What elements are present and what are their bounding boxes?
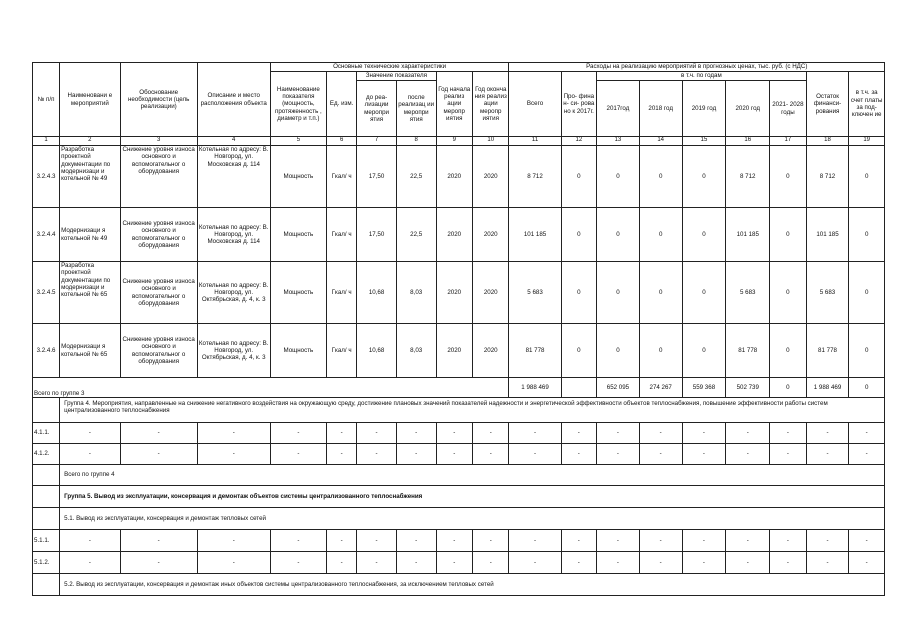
table-row [33,208,885,262]
dash-cell: - [270,423,326,444]
header-2018: 2018 год [639,81,682,137]
row-id: 3.2.4.6 [33,324,60,378]
dash-cell: - [396,552,436,574]
dash-cell: - [197,423,270,444]
dash-cell: - [682,552,726,574]
dash-cell: - [597,530,640,552]
col-num: 3 [120,137,197,146]
col-num: 19 [849,137,885,146]
row-before: 17,50 [357,208,397,262]
group4-total-label: Всего по группе 4 [60,465,885,486]
row-2021: 0 [770,208,806,262]
dash-cell: - [849,552,885,574]
header-prefinanced: Про- фина н- си- рова но к 2017г. [561,72,596,137]
dash-cell: - [561,444,596,465]
col-num: 6 [327,137,357,146]
dash-cell: - [270,530,326,552]
row-unit: Гкал/ ч [327,146,357,208]
col-num: 15 [682,137,726,146]
row-end: 2020 [472,324,509,378]
row-location: Котельная по адресу: В. Новгород, ул. Октябрьская, д. 4, к. 3 [197,324,270,378]
row-2017: 0 [597,324,640,378]
row-2017: 0 [597,262,640,324]
row-id: 4.1.1. [33,423,60,444]
dash-cell: - [597,423,640,444]
table-row [33,146,885,208]
col-num: 12 [561,137,596,146]
dash-cell: - [396,444,436,465]
row-2020: 5 683 [726,262,770,324]
table-row [33,423,885,444]
row-prefin: 0 [561,324,596,378]
group3-total-2020: 502 739 [726,378,770,398]
header-years-group: в т.ч. по годам [597,72,807,81]
dash-cell: - [561,423,596,444]
group3-total-2021: 0 [770,378,806,398]
dash-cell: - [436,530,472,552]
dash-cell: - [197,444,270,465]
dash-cell: - [639,444,682,465]
group5-title-row [33,486,885,508]
col-num: 5 [270,137,326,146]
dash-cell: - [849,444,885,465]
group3-total-2018: 274 267 [639,378,682,398]
row-after: 22,5 [396,208,436,262]
subgroup52-title: 5.2. Вывод из эксплуатации, консервация и демонтаж иных объектов системы централизованного теплоснабжения, за исключением тепловых сетей [60,574,885,596]
group5-title: Группа 5. Вывод из эксплуатации, консервация и демонтаж объектов системы централизованного теплоснабжения [60,486,885,508]
row-2017: 0 [597,208,640,262]
dash-cell: - [60,423,120,444]
subgroup51-title: 5.1. Вывод из эксплуатации, консервация и демонтаж тепловых сетей [60,508,885,530]
dash-cell: - [726,552,770,574]
investment-measures-table [32,62,885,596]
dash-cell: - [120,423,197,444]
row-name: Модернизаци я котельной № 49 [60,208,120,262]
header-tech-group: Основные технические характеристики [270,63,509,72]
col-num: 17 [770,137,806,146]
dash-cell: - [436,552,472,574]
dash-cell: - [472,423,509,444]
column-number-row [33,137,885,146]
table-row [33,262,885,324]
dash-cell: - [806,552,849,574]
dash-cell: - [436,444,472,465]
row-start: 2020 [436,146,472,208]
row-prefin: 0 [561,146,596,208]
row-2019: 0 [682,262,726,324]
dash-cell: - [472,530,509,552]
group4-title-row [33,398,885,423]
row-2018: 0 [639,262,682,324]
dash-cell: - [639,530,682,552]
row-location: Котельная по адресу: В. Новгород, ул. Октябрьская, д. 4, к. 3 [197,262,270,324]
row-rest: 5 683 [806,262,849,324]
row-unit: Гкал/ ч [327,262,357,324]
dash-cell: - [509,530,561,552]
header-total: Всего [509,72,561,137]
row-total: 81 778 [509,324,561,378]
dash-cell: - [682,530,726,552]
group4-total-row [33,465,885,486]
row-id: 5.1.1. [33,530,60,552]
dash-cell: - [726,423,770,444]
dash-cell: - [597,552,640,574]
investment-program-table-page [32,62,885,596]
row-2019: 0 [682,146,726,208]
row-reason: Снижение уровня износа основного и вспомогательног о оборудования [120,262,197,324]
row-2018: 0 [639,208,682,262]
dash-cell: - [270,444,326,465]
row-reason: Снижение уровня износа основного и вспомогательног о оборудования [120,208,197,262]
subgroup52-row [33,574,885,596]
header-value-group: Значение показателя [357,72,436,81]
header-description: Описание и место расположения объекта [197,63,270,137]
row-param: Мощность [270,208,326,262]
row-total: 5 683 [509,262,561,324]
dash-cell: - [436,423,472,444]
row-start: 2020 [436,208,472,262]
dash-cell: - [472,444,509,465]
dash-cell: - [357,552,397,574]
row-rest: 81 778 [806,324,849,378]
row-end: 2020 [472,208,509,262]
row-conn: 0 [849,208,885,262]
group3-total-sum: 1 988 469 [509,378,561,398]
dash-cell: - [357,530,397,552]
row-2021: 0 [770,324,806,378]
dash-cell: - [327,552,357,574]
dash-cell: - [509,552,561,574]
dash-cell: - [472,552,509,574]
dash-cell: - [770,552,806,574]
header-param-name: Наименование показателя (мощность, протяженность , диаметр и т.п.) [270,72,326,137]
row-total: 8 712 [509,146,561,208]
dash-cell: - [561,530,596,552]
row-2018: 0 [639,324,682,378]
dash-cell: - [849,530,885,552]
dash-cell: - [806,444,849,465]
dash-cell: - [597,444,640,465]
dash-cell: - [849,423,885,444]
row-total: 101 185 [509,208,561,262]
col-num: 8 [396,137,436,146]
row-id: 3.2.4.4 [33,208,60,262]
header-measure-name: Наименовани е мероприятий [60,63,120,137]
header-remaining: Остаток финанси- рования [806,72,849,137]
dash-cell: - [357,444,397,465]
dash-cell: - [682,423,726,444]
row-prefin: 0 [561,262,596,324]
row-id: 4.1.2. [33,444,60,465]
dash-cell: - [327,423,357,444]
header-2017: 2017год [597,81,640,137]
group3-total-conn: 0 [849,378,885,398]
dash-cell: - [60,530,120,552]
row-2020: 101 185 [726,208,770,262]
table-row [33,444,885,465]
group3-total-2019: 559 368 [682,378,726,398]
row-end: 2020 [472,146,509,208]
dash-cell: - [396,530,436,552]
dash-cell: - [806,530,849,552]
row-2019: 0 [682,208,726,262]
row-name: Модернизаци я котельной № 65 [60,324,120,378]
dash-cell: - [806,423,849,444]
row-id: 5.1.2. [33,552,60,574]
row-before: 10,68 [357,262,397,324]
row-2017: 0 [597,146,640,208]
row-name: Разработка проектной документации по модернизаци и котельной № 65 [60,262,120,324]
col-num: 18 [806,137,849,146]
row-2019: 0 [682,324,726,378]
row-reason: Снижение уровня износа основного и вспомогательног о оборудования [120,146,197,208]
col-num: 16 [726,137,770,146]
dash-cell: - [60,444,120,465]
row-location: Котельная по адресу: В. Новгород, ул. Московская д. 114 [197,208,270,262]
dash-cell: - [639,552,682,574]
row-reason: Снижение уровня износа основного и вспомогательног о оборудования [120,324,197,378]
header-unit: Ед. изм. [327,72,357,137]
dash-cell: - [270,552,326,574]
header-before: до реа- лизации меропри ятия [357,81,397,137]
dash-cell: - [682,444,726,465]
row-conn: 0 [849,324,885,378]
dash-cell: - [639,423,682,444]
dash-cell: - [120,444,197,465]
row-2018: 0 [639,146,682,208]
group3-total-2017: 652 095 [597,378,640,398]
table-row [33,552,885,574]
col-num: 9 [436,137,472,146]
header-2019: 2019 год [682,81,726,137]
row-start: 2020 [436,262,472,324]
group3-total-rest: 1 988 469 [806,378,849,398]
header-start-year: Год начала реализ ации меропр иятия [436,72,472,137]
col-num: 2 [60,137,120,146]
row-param: Мощность [270,324,326,378]
header-after: после реализац ии меропри ятия [396,81,436,137]
dash-cell: - [726,530,770,552]
row-2021: 0 [770,146,806,208]
header-2020: 2020 год [726,81,770,137]
col-num: 10 [472,137,509,146]
header-cost-group: Расходы на реализацию мероприятий в прогнозных ценах, тыс. руб. (с НДС) [509,63,885,72]
dash-cell: - [770,444,806,465]
header-connection-fee: в т.ч. за счет платы за под- ключен ие [849,72,885,137]
dash-cell: - [770,423,806,444]
group3-total-row [33,378,885,398]
row-rest: 8 712 [806,146,849,208]
dash-cell: - [60,552,120,574]
group4-title: Группа 4. Мероприятия, направленные на снижение негативного воздействия на окружающую среду, достижение плановых значений показателей надежности и энергетической эффективности объектов теплоснабжения, повышение эффективности работы систем централизованного теплоснабжения [60,398,885,423]
col-num: 13 [597,137,640,146]
row-location: Котельная по адресу: В. Новгород, ул. Московская д. 114 [197,146,270,208]
dash-cell: - [509,444,561,465]
subgroup51-row [33,508,885,530]
row-before: 10,68 [357,324,397,378]
dash-cell: - [327,444,357,465]
row-conn: 0 [849,146,885,208]
dash-cell: - [396,423,436,444]
row-prefin: 0 [561,208,596,262]
dash-cell: - [120,530,197,552]
header-2021-2028: 2021- 2028 годы [770,81,806,137]
row-unit: Гкал/ ч [327,208,357,262]
dash-cell: - [770,530,806,552]
row-rest: 101 185 [806,208,849,262]
row-after: 8,03 [396,262,436,324]
row-2021: 0 [770,262,806,324]
header-justification: Обоснование необходимости (цель реализации) [120,63,197,137]
row-id: 3.2.4.5 [33,262,60,324]
dash-cell: - [357,423,397,444]
col-num: 14 [639,137,682,146]
col-num: 7 [357,137,397,146]
row-param: Мощность [270,262,326,324]
row-2020: 8 712 [726,146,770,208]
dash-cell: - [197,530,270,552]
table-row [33,530,885,552]
dash-cell: - [327,530,357,552]
header-number: № п/п [33,63,60,137]
dash-cell: - [509,423,561,444]
row-conn: 0 [849,262,885,324]
col-num: 4 [197,137,270,146]
row-name: Разработка проектной документации по модернизаци и котельной № 49 [60,146,120,208]
group3-total-label: Всего по группе 3 [33,378,509,398]
row-start: 2020 [436,324,472,378]
row-end: 2020 [472,262,509,324]
table-row [33,324,885,378]
dash-cell: - [561,552,596,574]
dash-cell: - [726,444,770,465]
col-num: 1 [33,137,60,146]
col-num: 11 [509,137,561,146]
row-unit: Гкал/ ч [327,324,357,378]
row-param: Мощность [270,146,326,208]
row-before: 17,50 [357,146,397,208]
header-end-year: Год оконча ния реализ ации меропр иятия [472,72,509,137]
row-2020: 81 778 [726,324,770,378]
dash-cell: - [120,552,197,574]
dash-cell: - [197,552,270,574]
row-after: 22,5 [396,146,436,208]
row-after: 8,03 [396,324,436,378]
row-id: 3.2.4.3 [33,146,60,208]
